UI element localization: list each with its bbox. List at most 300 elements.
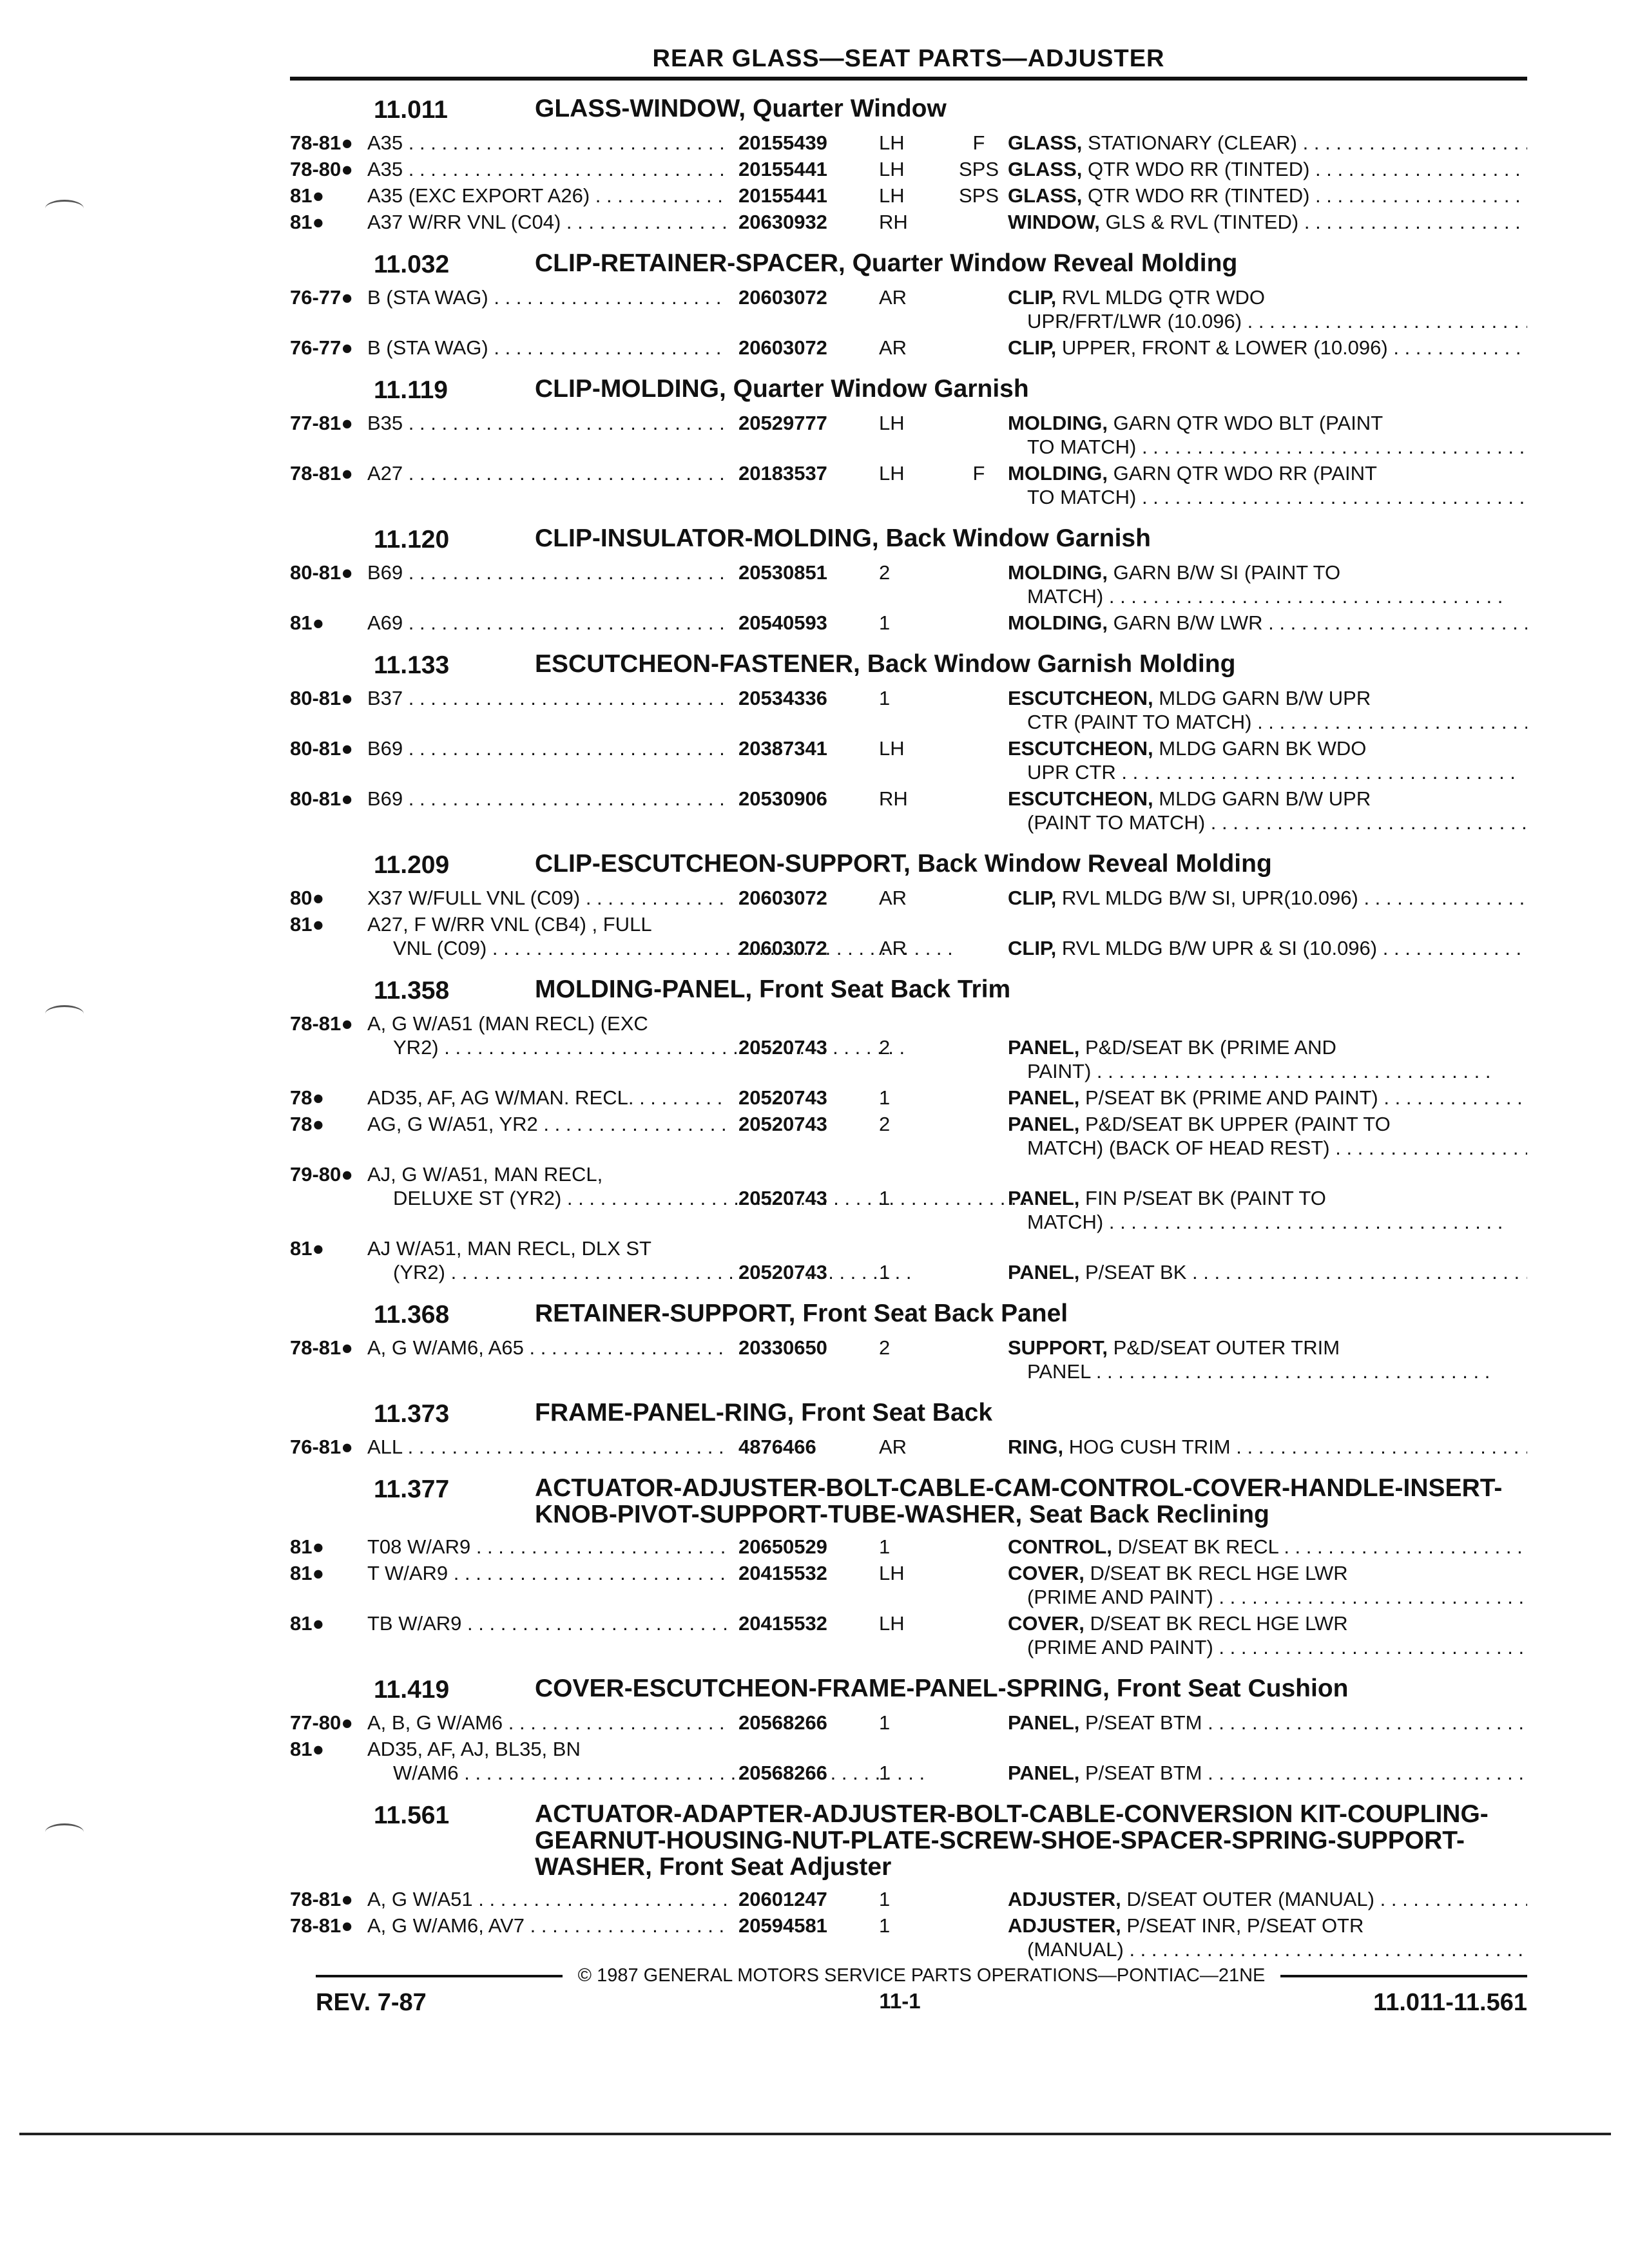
description-line-1: ESCUTCHEON, MLDG GARN B/W UPR xyxy=(1008,787,1371,810)
application xyxy=(367,1561,728,1585)
part-number: 20568266 xyxy=(738,1711,827,1734)
quantity: 1 xyxy=(879,1914,891,1937)
group-name: MOLDING-PANEL, xyxy=(535,975,753,1003)
part-number: 4876466 xyxy=(738,1436,816,1458)
group-name: CLIP-MOLDING, xyxy=(535,375,726,403)
application-text: B (STA WAG) . . . xyxy=(367,336,728,360)
part-description xyxy=(1008,157,1527,181)
description-line-2: (MANUAL) . . . xyxy=(1008,1937,1527,1961)
description-line-1: CLIP, RVL MLDG B/W UPR & SI (10.096) . . . xyxy=(1008,936,1527,960)
application-text: B69 . . . xyxy=(367,736,728,760)
description-line-1: PANEL, P&D/SEAT BK (PRIME AND xyxy=(1008,1036,1336,1059)
application xyxy=(367,411,728,435)
quantity: 2 xyxy=(879,561,891,584)
part-row xyxy=(290,336,1527,360)
part-row xyxy=(290,285,1527,333)
group-number: 11.377 xyxy=(374,1475,450,1503)
model-years: 81● xyxy=(290,1237,325,1260)
group-name-wrap xyxy=(535,251,1527,277)
model-years: 81● xyxy=(290,1561,325,1584)
quantity: 1 xyxy=(879,611,891,634)
part-description xyxy=(1008,1035,1527,1083)
part-row xyxy=(290,1887,1527,1911)
quantity: RH xyxy=(879,211,908,233)
group-name-wrap xyxy=(535,977,1527,1003)
application-text: A35 (EXC EXPORT A26) . . . xyxy=(367,184,728,207)
description-line-2: PAINT) . . . xyxy=(1008,1059,1527,1083)
application xyxy=(367,1887,728,1911)
group-number: 11.561 xyxy=(374,1801,450,1829)
group-title xyxy=(290,1676,1527,1704)
part-number: 20183537 xyxy=(738,462,827,485)
description-line-1: PANEL, P/SEAT BK (PRIME AND PAINT) . . . xyxy=(1008,1086,1527,1110)
page-number: 11-1 xyxy=(879,1989,921,2013)
part-group xyxy=(290,1676,1527,1785)
group-name-wrap xyxy=(535,526,1527,552)
group-number: 11.011 xyxy=(374,96,448,124)
part-description xyxy=(1008,886,1527,910)
quantity: LH xyxy=(879,462,905,485)
footer-rule-left xyxy=(316,1975,563,1977)
part-description xyxy=(1008,210,1527,234)
application xyxy=(367,787,728,811)
parts-groups xyxy=(290,96,1527,1961)
description-line-1: CLIP, RVL MLDG QTR WDO xyxy=(1008,286,1266,309)
part-group xyxy=(290,376,1527,509)
model-years: 78-80● xyxy=(290,158,354,180)
application xyxy=(367,461,728,485)
part-row xyxy=(290,686,1527,734)
description-line-2: UPR CTR . . . xyxy=(1008,760,1527,784)
part-row xyxy=(290,1336,1527,1383)
model-years: 81● xyxy=(290,211,325,233)
part-number: 20387341 xyxy=(738,737,827,760)
quantity: 2 xyxy=(879,1336,891,1359)
group-number: 11.373 xyxy=(374,1400,450,1428)
part-row xyxy=(290,912,1527,960)
description-line-1: COVER, D/SEAT BK RECL HGE LWR xyxy=(1008,1561,1348,1584)
group-title xyxy=(290,651,1527,680)
model-years: 80-81● xyxy=(290,561,354,584)
quantity: 1 xyxy=(879,1187,891,1209)
description-line-1: MOLDING, GARN B/W LWR . . . xyxy=(1008,611,1527,635)
part-row xyxy=(290,886,1527,910)
part-row xyxy=(290,210,1527,234)
revision-label: REV. 7-87 xyxy=(316,1989,427,2016)
application-line-2: DELUXE ST (YR2) . . . xyxy=(393,1186,1028,1210)
description-line-1: WINDOW, GLS & RVL (TINTED) . . . xyxy=(1008,210,1527,234)
application xyxy=(367,1611,728,1635)
part-group xyxy=(290,1475,1527,1659)
application xyxy=(367,336,728,360)
description-line-2: MATCH) . . . xyxy=(1008,1210,1527,1234)
part-row xyxy=(290,1535,1527,1559)
model-years: 76-77● xyxy=(290,336,354,359)
quantity: LH xyxy=(879,737,905,760)
part-description xyxy=(1008,131,1527,155)
part-number: 20529777 xyxy=(738,412,827,434)
part-row xyxy=(290,561,1527,608)
part-number: 20540593 xyxy=(738,611,827,634)
group-number: 11.358 xyxy=(374,977,450,1004)
part-row xyxy=(290,1561,1527,1609)
group-number: 11.133 xyxy=(374,651,450,679)
group-name: ESCUTCHEON-FASTENER, xyxy=(535,650,860,678)
application xyxy=(367,1012,728,1059)
application xyxy=(367,886,728,910)
model-years: 80-81● xyxy=(290,737,354,760)
application xyxy=(367,184,728,207)
model-years: 78-81● xyxy=(290,1914,354,1937)
model-years: 78● xyxy=(290,1113,325,1135)
model-years: 81● xyxy=(290,184,325,207)
quantity: AR xyxy=(879,336,907,359)
copyright-text: © 1987 GENERAL MOTORS SERVICE PARTS OPERATIONS—PONTIAC—21NE xyxy=(577,1965,1266,1986)
part-number: 20568266 xyxy=(738,1761,827,1784)
part-row xyxy=(290,1236,1527,1284)
part-description xyxy=(1008,184,1527,207)
group-name: ACTUATOR-ADJUSTER-BOLT-CABLE-CAM-CONTROL-COVER-HANDLE-INSERT-KNOB-PIVOT-SUPPORT-TUBE-WASHER, xyxy=(535,1474,1503,1528)
quantity: AR xyxy=(879,887,907,909)
part-group xyxy=(290,1400,1527,1459)
description-line-1: MOLDING, GARN QTR WDO RR (PAINT xyxy=(1008,462,1377,485)
quantity: 1 xyxy=(879,1261,891,1283)
quantity: LH xyxy=(879,158,905,180)
part-description xyxy=(1008,1186,1527,1234)
description-line-2: UPR/FRT/LWR (10.096) . . . xyxy=(1008,309,1527,333)
description-line-2: (PRIME AND PAINT) . . . xyxy=(1008,1635,1527,1659)
group-name-wrap xyxy=(535,1301,1527,1327)
application-text: A35 . . . xyxy=(367,157,728,181)
binder-hole-mark xyxy=(45,1005,84,1023)
part-number: 20650529 xyxy=(738,1535,827,1558)
description-line-1: CONTROL, D/SEAT BK RECL . . . xyxy=(1008,1535,1527,1559)
application-line-2: W/AM6 . . . xyxy=(393,1761,925,1785)
quantity: 1 xyxy=(879,1535,891,1558)
description-line-1: PANEL, P/SEAT BTM . . . xyxy=(1008,1761,1527,1785)
page-header: REAR GLASS—SEAT PARTS—ADJUSTER xyxy=(652,45,1165,72)
application-text: AG, G W/A51, YR2 . . . xyxy=(367,1112,728,1136)
model-years: 76-81● xyxy=(290,1436,354,1458)
part-description xyxy=(1008,1260,1527,1284)
application-line-1: AJ W/A51, MAN RECL, DLX ST xyxy=(367,1237,651,1260)
model-years: 77-81● xyxy=(290,412,354,434)
application xyxy=(367,611,728,635)
group-name: RETAINER-SUPPORT, xyxy=(535,1300,796,1327)
part-description xyxy=(1008,1761,1527,1785)
model-years: 79-80● xyxy=(290,1163,354,1186)
part-row xyxy=(290,461,1527,509)
application xyxy=(367,1535,728,1559)
source-code: F xyxy=(972,131,985,154)
group-name: CLIP-RETAINER-SPACER, xyxy=(535,249,845,277)
part-group xyxy=(290,251,1527,360)
application xyxy=(367,561,728,584)
group-name: ACTUATOR-ADAPTER-ADJUSTER-BOLT-CABLE-CONVERSION KIT-COUPLING-GEARNUT-HOUSING-NUT-PLATE-SCREW-SHOE-SPACER-SPRING-SUPPORT-WASHER, xyxy=(535,1800,1489,1881)
part-description xyxy=(1008,736,1527,784)
quantity: LH xyxy=(879,1561,905,1584)
part-number: 20603072 xyxy=(738,336,827,359)
part-number: 20155439 xyxy=(738,131,827,154)
description-line-1: ADJUSTER, D/SEAT OUTER (MANUAL) . . . xyxy=(1008,1887,1527,1911)
quantity: RH xyxy=(879,787,908,810)
group-name: FRAME-PANEL-RING, xyxy=(535,1399,795,1427)
part-number: 20530851 xyxy=(738,561,827,584)
application xyxy=(367,1435,728,1459)
part-number: 20603072 xyxy=(738,937,827,959)
group-name: GLASS-WINDOW, xyxy=(535,95,746,122)
part-row xyxy=(290,611,1527,635)
source-code: SPS xyxy=(958,158,999,180)
group-title xyxy=(290,526,1527,554)
part-row xyxy=(290,131,1527,155)
description-line-2: PANEL . . . xyxy=(1008,1360,1527,1383)
part-group xyxy=(290,526,1527,635)
description-line-1: MOLDING, GARN QTR WDO BLT (PAINT xyxy=(1008,412,1383,434)
quantity: 1 xyxy=(879,1086,891,1109)
quantity: LH xyxy=(879,412,905,434)
part-description xyxy=(1008,1435,1527,1459)
description-line-1: GLASS, QTR WDO RR (TINTED) . . . xyxy=(1008,184,1527,207)
description-line-1: PANEL, P&D/SEAT BK UPPER (PAINT TO xyxy=(1008,1113,1391,1135)
model-years: 76-77● xyxy=(290,286,354,309)
application-text: A69 . . . xyxy=(367,611,728,635)
description-line-2: (PAINT TO MATCH) . . . xyxy=(1008,811,1527,834)
description-line-1: GLASS, QTR WDO RR (TINTED) . . . xyxy=(1008,157,1527,181)
application-text: B37 . . . xyxy=(367,686,728,710)
model-years: 81● xyxy=(290,913,325,936)
model-years: 81● xyxy=(290,1611,325,1635)
footer-rule-right xyxy=(1280,1975,1527,1977)
part-number: 20330650 xyxy=(738,1336,827,1359)
application xyxy=(367,1914,728,1937)
group-name-wrap xyxy=(535,851,1527,878)
part-number: 20520743 xyxy=(738,1036,827,1059)
group-subtitle: Front Seat Back Trim xyxy=(759,975,1011,1003)
part-description xyxy=(1008,1561,1527,1609)
model-years: 81● xyxy=(290,611,325,634)
application-text: B69 . . . xyxy=(367,787,728,811)
application xyxy=(367,1162,728,1210)
part-row xyxy=(290,1086,1527,1110)
group-title xyxy=(290,1400,1527,1428)
group-number: 11.368 xyxy=(374,1301,450,1329)
description-line-2: TO MATCH) . . . xyxy=(1008,435,1527,459)
part-number: 20594581 xyxy=(738,1914,827,1937)
application-text: B35 . . . xyxy=(367,411,728,435)
quantity: 2 xyxy=(879,1036,891,1059)
part-row xyxy=(290,736,1527,784)
part-row xyxy=(290,1112,1527,1160)
part-description xyxy=(1008,936,1527,960)
description-line-1: RING, HOG CUSH TRIM . . . xyxy=(1008,1435,1527,1459)
part-row xyxy=(290,1012,1527,1083)
model-years: 78● xyxy=(290,1086,325,1109)
part-group xyxy=(290,651,1527,834)
group-subtitle: Quarter Window xyxy=(752,95,947,122)
source-code: SPS xyxy=(958,184,999,207)
part-group xyxy=(290,977,1527,1284)
part-number: 20603072 xyxy=(738,887,827,909)
description-line-1: COVER, D/SEAT BK RECL HGE LWR xyxy=(1008,1611,1348,1635)
group-subtitle: Back Window Garnish xyxy=(885,524,1151,552)
application xyxy=(367,131,728,155)
description-line-1: PANEL, P/SEAT BTM . . . xyxy=(1008,1711,1527,1735)
group-title xyxy=(290,1802,1527,1881)
application-line-1: A27, F W/RR VNL (CB4) , FULL xyxy=(367,913,652,936)
group-subtitle: Back Window Garnish Molding xyxy=(867,650,1236,678)
description-line-2: MATCH) . . . xyxy=(1008,584,1527,608)
application-text: X37 W/FULL VNL (C09) . . . xyxy=(367,886,728,910)
application xyxy=(367,1737,728,1785)
quantity: 1 xyxy=(879,1887,891,1910)
group-title xyxy=(290,251,1527,279)
application-text: A35 . . . xyxy=(367,131,728,155)
part-number: 20520743 xyxy=(738,1113,827,1135)
application-text: TB W/AR9 . . . xyxy=(367,1611,728,1635)
group-number: 11.120 xyxy=(374,526,450,553)
quantity: AR xyxy=(879,1436,907,1458)
part-number: 20530906 xyxy=(738,787,827,810)
model-years: 78-81● xyxy=(290,131,354,154)
group-subtitle: Front Seat Cushion xyxy=(1116,1674,1349,1702)
page-footer xyxy=(316,1965,1527,2017)
group-name-wrap xyxy=(535,1676,1527,1702)
part-number: 20601247 xyxy=(738,1887,827,1910)
application-text: AD35, AF, AG W/MAN. RECL. . . . xyxy=(367,1086,728,1110)
application-line-2: VNL (C09) . . . xyxy=(393,936,953,960)
quantity: LH xyxy=(879,131,905,154)
application-text: A, G W/AM6, AV7 . . . xyxy=(367,1914,728,1937)
part-row xyxy=(290,787,1527,834)
part-description xyxy=(1008,611,1527,635)
section-range: 11.011-11.561 xyxy=(1373,1989,1527,2016)
group-name-wrap xyxy=(535,1475,1527,1528)
application-text: A27 . . . xyxy=(367,461,728,485)
group-title xyxy=(290,851,1527,879)
model-years: 78-81● xyxy=(290,462,354,485)
quantity: LH xyxy=(879,184,905,207)
description-line-1: CLIP, RVL MLDG B/W SI, UPR(10.096) . . . xyxy=(1008,886,1527,910)
application xyxy=(367,285,728,309)
part-description xyxy=(1008,336,1527,360)
application xyxy=(367,157,728,181)
model-years: 77-80● xyxy=(290,1711,354,1734)
source-code: F xyxy=(972,462,985,485)
application xyxy=(367,1336,728,1360)
part-description xyxy=(1008,787,1527,834)
part-row xyxy=(290,1162,1527,1234)
group-number: 11.032 xyxy=(374,251,450,278)
quantity: 1 xyxy=(879,1761,891,1784)
application-text: A, G W/A51 . . . xyxy=(367,1887,728,1911)
application-text: ALL . . . xyxy=(367,1435,728,1459)
application xyxy=(367,1711,728,1735)
part-number: 20520743 xyxy=(738,1086,827,1109)
part-number: 20520743 xyxy=(738,1187,827,1209)
part-group xyxy=(290,851,1527,960)
part-row xyxy=(290,411,1527,459)
model-years: 80-81● xyxy=(290,787,354,810)
group-title xyxy=(290,96,1527,124)
part-description xyxy=(1008,1611,1527,1659)
application xyxy=(367,1086,728,1110)
part-group xyxy=(290,96,1527,234)
part-description xyxy=(1008,411,1527,459)
group-subtitle: Seat Back Reclining xyxy=(1029,1500,1269,1528)
binder-hole-mark xyxy=(45,200,84,217)
description-line-1: ADJUSTER, P/SEAT INR, P/SEAT OTR xyxy=(1008,1914,1364,1937)
quantity: 1 xyxy=(879,687,891,709)
application xyxy=(367,686,728,710)
part-description xyxy=(1008,561,1527,608)
part-row xyxy=(290,1711,1527,1735)
application xyxy=(367,1112,728,1136)
group-number: 11.119 xyxy=(374,376,448,404)
description-line-1: MOLDING, GARN B/W SI (PAINT TO xyxy=(1008,561,1341,584)
description-line-1: SUPPORT, P&D/SEAT OUTER TRIM xyxy=(1008,1336,1340,1359)
group-subtitle: Front Seat Back xyxy=(801,1399,993,1427)
part-row xyxy=(290,1737,1527,1785)
application-text: B (STA WAG) . . . xyxy=(367,285,728,309)
catalog-content xyxy=(290,45,1527,1978)
model-years: 80● xyxy=(290,887,325,909)
quantity: 2 xyxy=(879,1113,891,1135)
description-line-1: CLIP, UPPER, FRONT & LOWER (10.096) . . . xyxy=(1008,336,1527,360)
model-years: 78-81● xyxy=(290,1336,354,1359)
part-description xyxy=(1008,686,1527,734)
part-number: 20520743 xyxy=(738,1261,827,1283)
application-text: B69 . . . xyxy=(367,561,728,584)
model-years: 81● xyxy=(290,1737,325,1760)
group-subtitle: Back Window Reveal Molding xyxy=(917,850,1272,878)
part-row xyxy=(290,184,1527,207)
model-years: 78-81● xyxy=(290,1012,354,1035)
part-group xyxy=(290,1802,1527,1961)
group-name: CLIP-INSULATOR-MOLDING, xyxy=(535,524,879,552)
group-number: 11.209 xyxy=(374,851,450,879)
group-title xyxy=(290,1475,1527,1528)
part-description xyxy=(1008,1535,1527,1559)
application-line-1: AJ, G W/A51, MAN RECL, xyxy=(367,1163,603,1186)
group-number: 11.419 xyxy=(374,1675,450,1704)
application-text: A, B, G W/AM6 . . . xyxy=(367,1711,728,1735)
part-number: 20534336 xyxy=(738,687,827,709)
part-row xyxy=(290,1611,1527,1659)
application-line-2: YR2) . . . xyxy=(393,1035,905,1059)
part-row xyxy=(290,157,1527,181)
part-description xyxy=(1008,461,1527,509)
application-text: T08 W/AR9 . . . xyxy=(367,1535,728,1559)
part-description xyxy=(1008,1086,1527,1110)
group-name-wrap xyxy=(535,1400,1527,1427)
application xyxy=(367,210,728,234)
group-title xyxy=(290,376,1527,405)
part-description xyxy=(1008,1887,1527,1911)
description-line-2: MATCH) (BACK OF HEAD REST) . . . xyxy=(1008,1136,1527,1160)
application xyxy=(367,912,728,960)
description-line-1: ESCUTCHEON, MLDG GARN BK WDO xyxy=(1008,737,1367,760)
part-number: 20155441 xyxy=(738,158,827,180)
part-number: 20415532 xyxy=(738,1611,827,1635)
group-name-wrap xyxy=(535,1802,1527,1881)
description-line-1: ESCUTCHEON, MLDG GARN B/W UPR xyxy=(1008,687,1371,709)
part-description xyxy=(1008,1112,1527,1160)
part-description xyxy=(1008,1711,1527,1735)
group-name: CLIP-ESCUTCHEON-SUPPORT, xyxy=(535,850,911,878)
description-line-1: GLASS, STATIONARY (CLEAR) . . . xyxy=(1008,131,1527,155)
quantity: AR xyxy=(879,937,907,959)
